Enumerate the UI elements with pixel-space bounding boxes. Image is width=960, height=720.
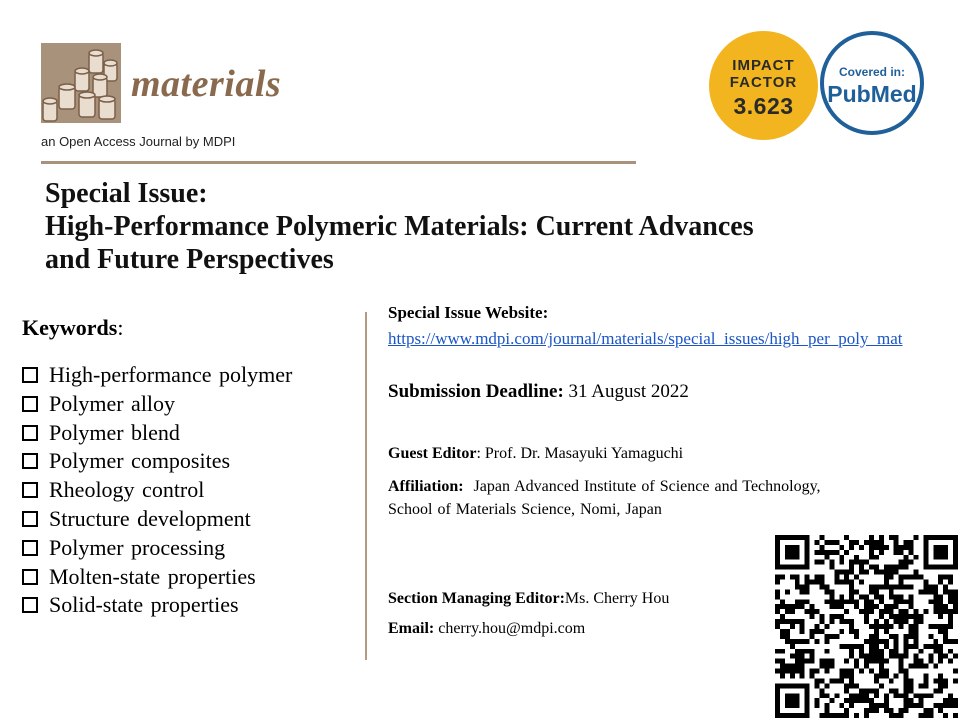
impact-label-line1: IMPACT: [732, 57, 795, 74]
guest-editor-value: : Prof. Dr. Masayuki Yamaguchi: [476, 445, 684, 462]
keywords-heading-colon: :: [117, 315, 124, 340]
deadline-label: Submission Deadline:: [388, 381, 564, 402]
managing-editor-value: Ms. Cherry Hou: [564, 590, 670, 607]
keyword-item: [22, 419, 292, 448]
keyword-text: Polymer blend: [49, 419, 180, 445]
pubmed-name: PubMed: [827, 81, 917, 107]
keyword-item: [22, 390, 292, 419]
keyword-item: [22, 361, 292, 390]
impact-factor-badge: [709, 31, 818, 140]
journal-tagline: an Open Access Journal by MDPI: [41, 134, 236, 149]
checkbox-icon: [22, 482, 38, 498]
checkbox-icon: [22, 597, 38, 613]
email: [388, 620, 585, 638]
title-line-3: and Future Perspectives: [45, 244, 334, 275]
checkbox-icon: [22, 511, 38, 527]
qr-code-icon[interactable]: [775, 535, 958, 718]
column-divider: [365, 312, 367, 660]
keywords-list: [22, 361, 292, 620]
pubmed-covered-label: Covered in:: [838, 65, 905, 79]
keyword-text: Structure development: [49, 505, 251, 531]
keyword-text: Molten-state properties: [49, 563, 256, 589]
checkbox-icon: [22, 396, 38, 412]
keyword-text: Polymer alloy: [49, 390, 176, 416]
keyword-text: Polymer processing: [49, 534, 226, 560]
keywords-heading: [22, 315, 123, 341]
keyword-text: High-performance polymer: [49, 362, 293, 387]
managing-editor-label: Section Managing Editor:: [388, 590, 565, 607]
affiliation-value: Japan Advanced Institute of Science and Technology, School of Materials Science, Nomi, Japan: [388, 478, 821, 518]
journal-name: materials: [131, 63, 282, 105]
email-link[interactable]: cherry.hou@mdpi.com: [438, 620, 586, 637]
title-line-1: Special Issue:: [45, 178, 208, 209]
keyword-item: [22, 591, 292, 620]
checkbox-icon: [22, 540, 38, 556]
deadline-value: 31 August 2022: [568, 381, 689, 402]
affiliation: [388, 475, 848, 521]
checkbox-icon: [22, 367, 38, 383]
pubmed-badge: [820, 31, 924, 135]
guest-editor-label: Guest Editor: [388, 445, 477, 462]
submission-deadline: [388, 381, 689, 403]
keyword-text: Rheology control: [49, 477, 205, 503]
header-divider: [41, 161, 636, 164]
email-label: Email:: [388, 620, 435, 637]
keyword-text: Polymer composites: [49, 448, 231, 474]
checkbox-icon: [22, 569, 38, 585]
checkbox-icon: [22, 453, 38, 469]
website-label: Special Issue Website:: [388, 303, 549, 322]
special-issue-title: [45, 177, 925, 276]
keyword-item: [22, 534, 292, 563]
impact-label-line2: FACTOR: [729, 74, 798, 91]
keyword-text: Solid-state properties: [49, 592, 239, 618]
keywords-heading-label: Keywords: [22, 315, 118, 340]
title-line-2: High-Performance Polymeric Materials: Current Advances: [45, 211, 754, 242]
keyword-item: [22, 505, 292, 534]
affiliation-label: Affiliation:: [388, 478, 464, 495]
keyword-item: [22, 563, 292, 592]
keyword-item: [22, 447, 292, 476]
keyword-item: [22, 476, 292, 505]
section-managing-editor: [388, 590, 669, 608]
special-issue-website-link[interactable]: https://www.mdpi.com/journal/materials/special_issues/high_per_poly_mat: [388, 329, 903, 348]
journal-logo-icon: [41, 43, 121, 123]
checkbox-icon: [22, 425, 38, 441]
impact-factor-value: 3.623: [733, 93, 794, 119]
guest-editor: [388, 445, 683, 463]
